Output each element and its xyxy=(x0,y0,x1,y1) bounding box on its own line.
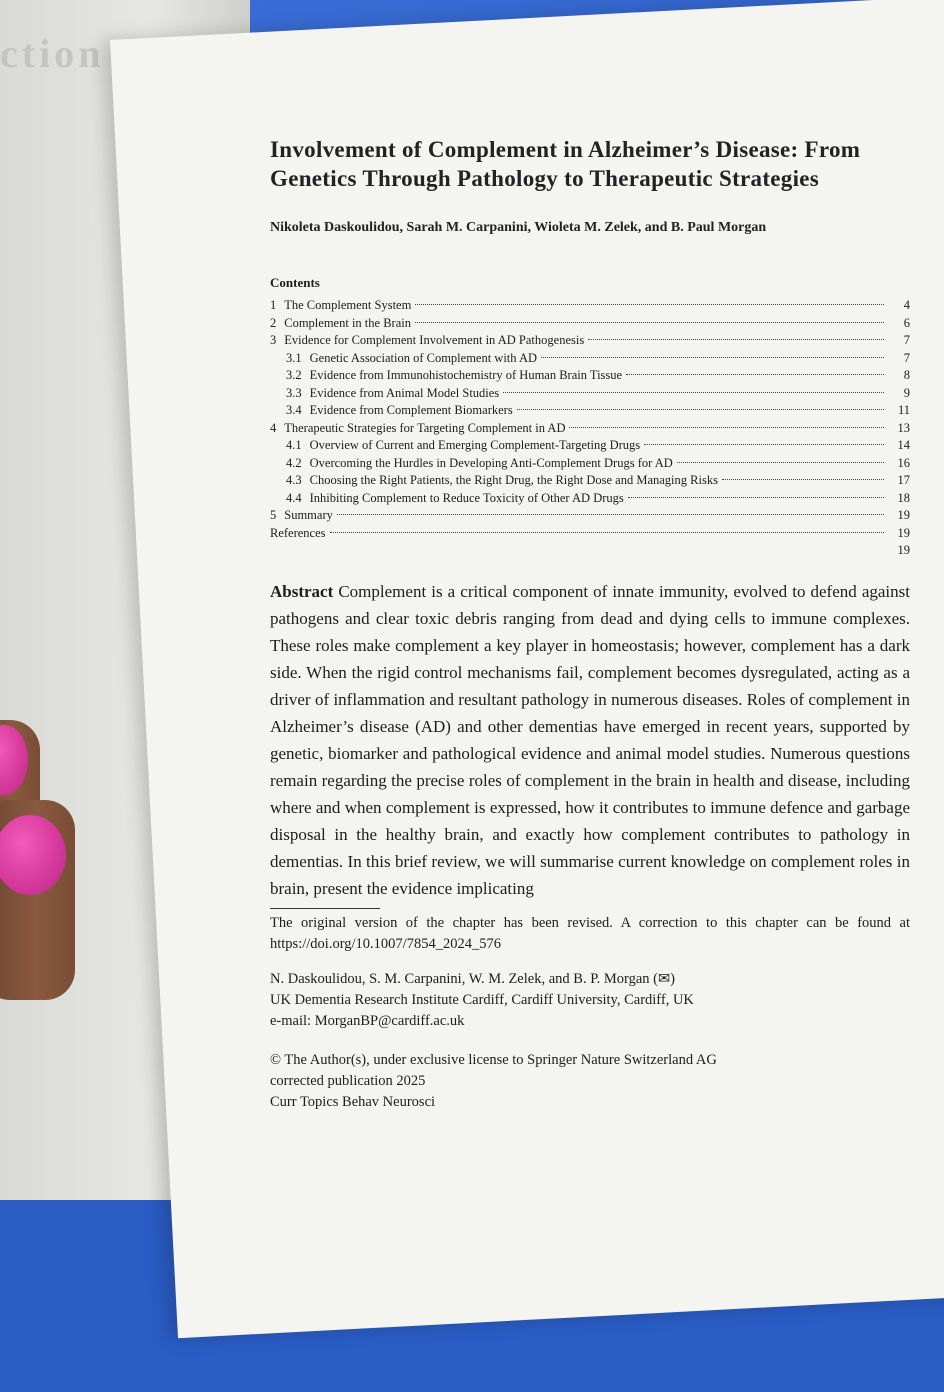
abstract-label: Abstract xyxy=(270,581,334,601)
toc-leader-dots xyxy=(722,479,884,480)
toc-entry-label xyxy=(286,472,718,490)
toc-entry xyxy=(270,402,910,420)
toc-leader-dots xyxy=(517,409,884,410)
toc-entry-number: 4.2 xyxy=(286,455,302,470)
toc-entry xyxy=(270,315,910,333)
toc-entry xyxy=(270,367,910,385)
table-of-contents xyxy=(270,297,910,560)
toc-entry-label xyxy=(270,332,584,350)
toc-entry-page: 9 xyxy=(903,385,910,400)
toc-leader-dots xyxy=(626,374,884,375)
toc-entry-page: 19 xyxy=(897,543,910,557)
toc-entry-label xyxy=(270,297,411,315)
toc-leader-dots xyxy=(569,427,884,428)
abstract-text: Complement is a critical component of innate immunity, evolved to defend against pathogens and clear toxic debris ranging from dead and dying cells to immune complexes. These roles make complement a key player in homeostasis; however, complement has a dark side. When the rigid control mechanisms fail, complement becomes dysregulated, acting as a driver of inflammation and resultant pathology in numerous diseases. Roles of complement in Alzheimer’s disease (AD) and other dementias have emerged in recent years, supported by genetic, biomarker and pathological evidence and animal model studies. Numerous questions remain regarding the precise roles of complement in the brain in health and disease, including where and when complement is expressed, how it contributes to immune defence and garbage disposal in the healthy brain, and exactly how complement contributes to pathology in dementias. In this brief review, we will summarise current knowledge on complement roles in brain, present the evidence implicating xyxy=(270,581,910,898)
journal-line: Curr Topics Behav Neurosci xyxy=(270,1093,436,1110)
toc-leader-dots xyxy=(644,444,884,445)
toc-entry-label xyxy=(270,507,333,525)
toc-entry-title: Evidence from Immunohistochemistry of Human Brain Tissue xyxy=(309,368,623,382)
abstract xyxy=(270,578,910,902)
toc-entry-label xyxy=(270,525,326,543)
toc-entry xyxy=(270,507,910,525)
toc-leader-dots xyxy=(415,304,884,305)
toc-entry-page: 13 xyxy=(897,420,910,435)
toc-entry xyxy=(270,472,910,490)
toc-entry-number: 4.1 xyxy=(286,438,302,452)
toc-entry-number: 3.2 xyxy=(286,368,302,382)
affiliation-email: e-mail: MorganBP@cardiff.ac.uk xyxy=(270,1012,465,1029)
toc-entry-title: References xyxy=(270,525,326,540)
affiliation-authors: N. Daskoulidou, S. M. Carpanini, W. M. Zelek, and B. P. Morgan (✉) xyxy=(270,970,675,987)
toc-entry xyxy=(270,350,910,368)
toc-entry-number: 2 xyxy=(270,315,277,330)
toc-entry-number: 4.4 xyxy=(286,490,302,505)
copyright-block xyxy=(270,1050,910,1113)
toc-entry-number: 4.3 xyxy=(286,473,302,487)
toc-entry-page: 11 xyxy=(897,403,910,417)
revision-footnote: The original version of the chapter has been revised. A correction to this chapter can be found at https://doi.org/10.1007/7854_2024_576 xyxy=(270,914,910,952)
toc-entry-page: 14 xyxy=(897,438,910,452)
toc-entry xyxy=(270,332,910,350)
toc-entry-page: 4 xyxy=(903,298,910,312)
toc-entry-number: 4 xyxy=(270,420,277,435)
footnote-rule xyxy=(270,908,380,909)
toc-entry xyxy=(270,385,910,403)
toc-entry-title: Evidence from Animal Model Studies xyxy=(309,385,500,400)
toc-entry-title: Choosing the Right Patients, the Right Drug, the Right Dose and Managing Risks xyxy=(309,473,718,487)
toc-entry-label xyxy=(286,490,624,508)
toc-entry-number: 5 xyxy=(270,508,277,522)
toc-entry-title: Overcoming the Hurdles in Developing Anti-Complement Drugs for AD xyxy=(309,455,673,470)
toc-entry-page: 17 xyxy=(897,473,910,487)
toc-entry-title: The Complement System xyxy=(284,298,412,312)
toc-entry-page: 6 xyxy=(903,315,910,330)
correction-line: corrected publication 2025 xyxy=(270,1072,426,1089)
toc-leader-dots xyxy=(330,532,884,533)
toc-entry-title: Evidence for Complement Involvement in AD Pathogenesis xyxy=(284,333,585,347)
toc-leader-dots xyxy=(588,339,884,340)
toc-entry-label xyxy=(286,350,537,368)
toc-leader-dots xyxy=(677,462,884,463)
toc-entry-label xyxy=(286,437,640,455)
toc-entry xyxy=(270,437,910,455)
toc-entry-title: Summary xyxy=(284,508,333,522)
toc-leader-dots xyxy=(503,392,884,393)
toc-entry-page: 16 xyxy=(897,455,910,470)
toc-entry xyxy=(270,525,910,543)
back-page-text: ction xyxy=(0,31,105,76)
toc-entry-number: 3.1 xyxy=(286,350,302,365)
toc-entry-title: Inhibiting Complement to Reduce Toxicity of Other AD Drugs xyxy=(309,490,624,505)
toc-entry-page: 19 xyxy=(897,525,910,540)
chapter-title: Involvement of Complement in Alzheimer’s Disease: From Genetics Through Pathology to Therapeutic Strategies xyxy=(270,137,861,191)
toc-entry-label xyxy=(286,455,673,473)
toc-entry xyxy=(270,297,910,315)
toc-entry-page: 7 xyxy=(903,333,910,347)
toc-leader-dots xyxy=(541,357,884,358)
copyright-line: © The Author(s), under exclusive license to Springer Nature Switzerland AG xyxy=(270,1051,717,1068)
chapter-content xyxy=(270,135,910,1113)
toc-entry-number: 3.3 xyxy=(286,385,302,400)
toc-entry-label xyxy=(286,385,499,403)
toc-entry-number: 3.4 xyxy=(286,403,302,417)
toc-entry-label xyxy=(286,367,622,385)
toc-entry xyxy=(270,420,910,438)
toc-entry-title: Evidence from Complement Biomarkers xyxy=(309,403,513,417)
toc-entry-title: Genetic Association of Complement with AD xyxy=(309,350,538,365)
toc-entry-label xyxy=(286,402,513,420)
toc-entry xyxy=(270,490,910,508)
toc-entry xyxy=(270,542,910,560)
toc-leader-dots xyxy=(415,322,884,323)
toc-entry-page: 18 xyxy=(897,490,910,505)
toc-entry-number: 3 xyxy=(270,333,277,347)
toc-entry-page: 7 xyxy=(903,350,910,365)
toc-leader-dots xyxy=(337,514,884,515)
book-page xyxy=(110,0,944,1338)
toc-entry-title: Therapeutic Strategies for Targeting Complement in AD xyxy=(284,420,566,435)
toc-entry-number: 1 xyxy=(270,298,277,312)
chapter-authors: Nikoleta Daskoulidou, Sarah M. Carpanini, Wioleta M. Zelek, and B. Paul Morgan xyxy=(270,220,767,235)
toc-leader-dots xyxy=(628,497,884,498)
author-affiliation xyxy=(270,969,910,1032)
toc-entry xyxy=(270,455,910,473)
contents-heading: Contents xyxy=(270,275,320,290)
toc-entry-page: 8 xyxy=(903,368,910,382)
toc-entry-page: 19 xyxy=(897,508,910,522)
toc-entry-title: Complement in the Brain xyxy=(284,315,411,330)
toc-entry-label xyxy=(270,420,565,438)
toc-entry-label xyxy=(270,315,411,333)
toc-entry-title: Overview of Current and Emerging Complement-Targeting Drugs xyxy=(309,438,641,452)
affiliation-institute: UK Dementia Research Institute Cardiff, Cardiff University, Cardiff, UK xyxy=(270,991,694,1008)
